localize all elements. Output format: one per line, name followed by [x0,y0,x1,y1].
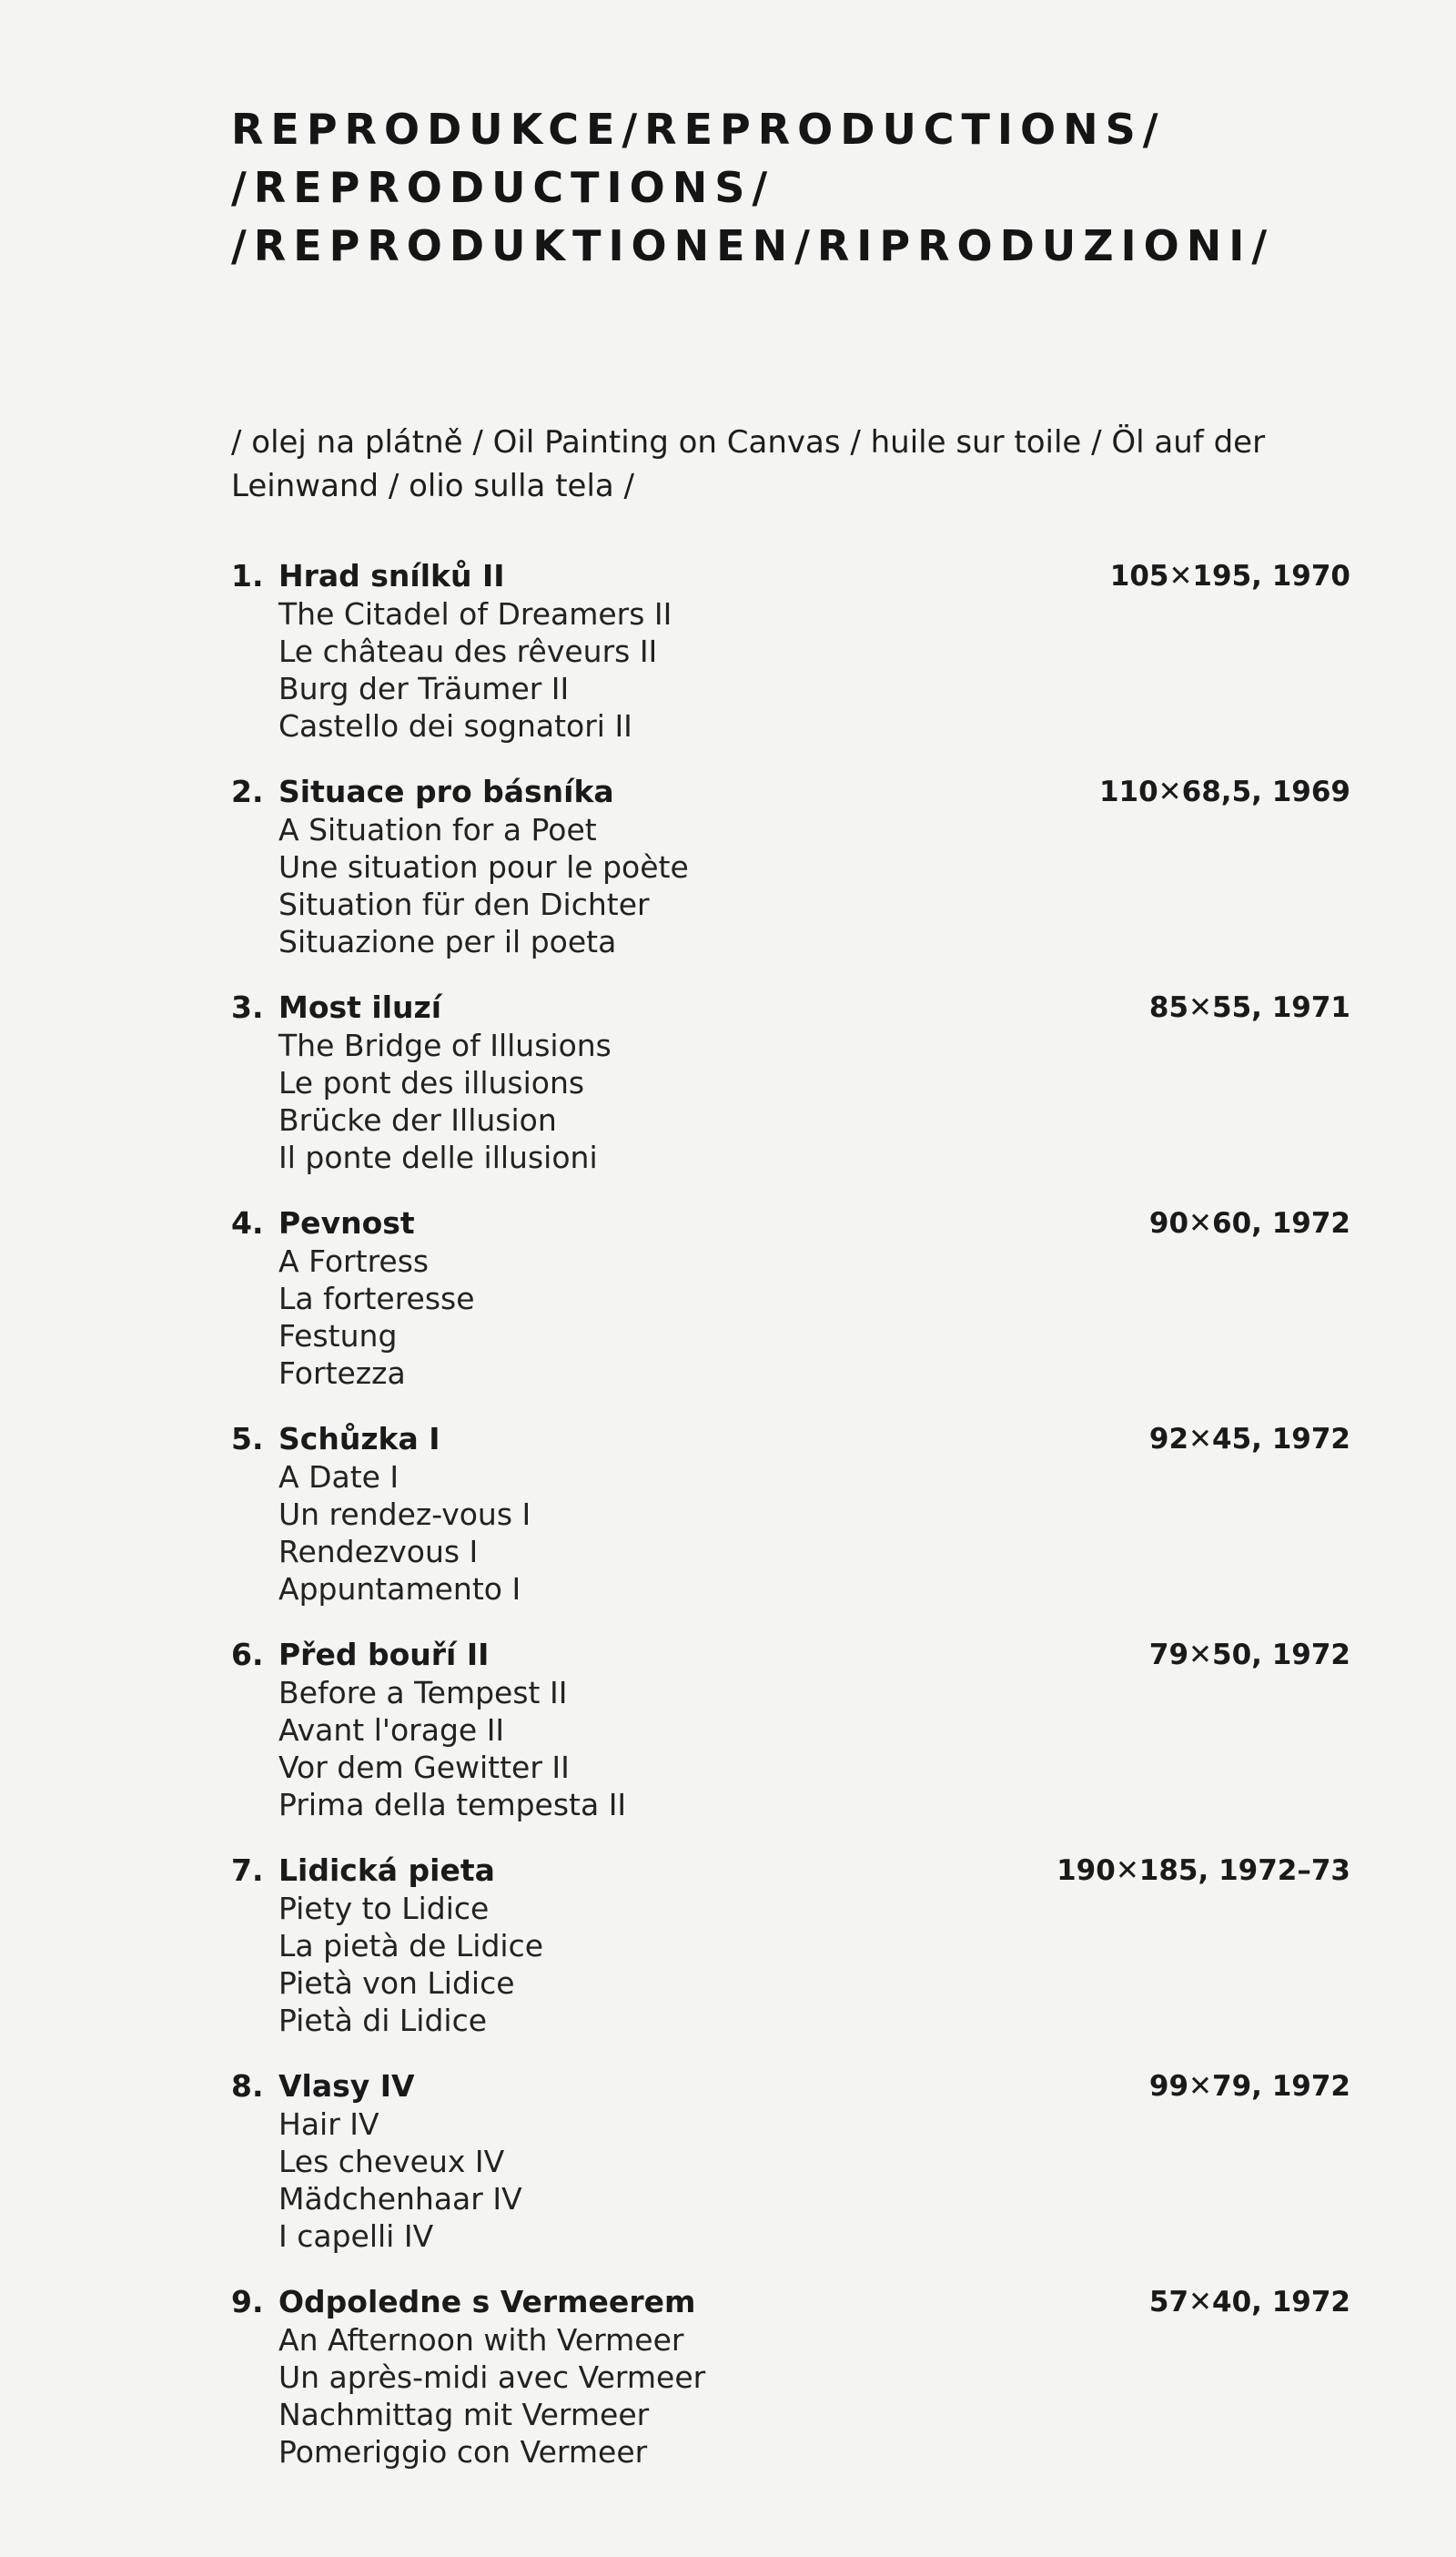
entry-number: 6. [231,1637,264,1672]
entry-title: Hrad snílků II [278,558,505,594]
translation: A Fortress [278,1243,430,1279]
list-item [231,2067,1350,2283]
entry-number: 9. [231,2284,264,2319]
list-item [231,557,1350,773]
translation: Le pont des illusions [278,1065,585,1101]
translation: La pietà de Lidice [278,1928,544,1963]
list-item [231,1204,1350,1420]
translation: Festung [278,1318,398,1354]
translation: Le château des rêveurs II [278,634,658,669]
entry-dimensions-year: 190✕185, 1972–73 [1057,1854,1350,1887]
translation: Avant l'orage II [278,1712,505,1748]
translation: Situazione per il poeta [278,924,617,959]
translation: Fortezza [278,1355,406,1391]
entry-translations [278,1243,475,1392]
translation: Situation für den Dichter [278,887,650,922]
entry-dimensions-year: 92✕45, 1972 [1148,1423,1350,1456]
translation: Appuntamento I [278,1571,521,1607]
entry-title: Lidická pieta [278,1852,495,1888]
entry-title: Pevnost [278,1205,415,1241]
translation: Nachmittag mit Vermeer [278,2397,650,2432]
list-item [231,1636,1350,1852]
list-item [231,989,1350,1204]
list-item [231,1852,1350,2067]
entry-translations [278,595,672,745]
translation: Prima della tempesta II [278,1787,627,1822]
translation: Brücke der Illusion [278,1102,557,1138]
entry-number: 7. [231,1852,264,1888]
entry-dimensions-year: 79✕50, 1972 [1148,1639,1350,1671]
translation: Pietà di Lidice [278,2003,488,2038]
entry-title: Vlasy IV [278,2068,415,2104]
medium-description: / olej na plátně / Oil Painting on Canvas / huile sur toile / Öl auf der Leinwand / olio sulla tela / [231,424,1266,504]
translation: The Citadel of Dreamers II [278,596,672,632]
list-item [231,1420,1350,1636]
page-heading [231,100,1274,275]
translation: La forteresse [278,1281,475,1316]
translation: Pietà von Lidice [278,1965,515,2001]
translation: Mädchenhaar IV [278,2181,522,2217]
entry-title: Most iluzí [278,989,442,1025]
entry-dimensions-year: 110✕68,5, 1969 [1098,776,1350,808]
entry-title: Odpoledne s Vermeerem [278,2284,696,2319]
entry-dimensions-year: 99✕79, 1972 [1148,2070,1350,2103]
entry-translations [278,1027,612,1176]
entry-number: 8. [231,2068,264,2104]
translation: Une situation pour le poète [278,849,689,885]
entry-title: Situace pro básníka [278,774,614,809]
entry-translations [278,2105,522,2255]
entry-dimensions-year: 105✕195, 1970 [1109,560,1350,593]
translation: Il ponte delle illusioni [278,1140,598,1175]
entry-dimensions-year: 90✕60, 1972 [1148,1207,1350,1240]
translation: The Bridge of Illusions [278,1028,612,1063]
entry-dimensions-year: 57✕40, 1972 [1148,2286,1350,2319]
translation: Castello dei sognatori II [278,708,632,744]
reproductions-list [231,557,1350,2499]
translation: Rendezvous I [278,1534,479,1569]
translation: Un après-midi avec Vermeer [278,2359,706,2395]
entry-title: Schůzka I [278,1421,440,1456]
entry-translations [278,1674,626,1823]
entry-translations [278,1890,543,2039]
translation: A Date I [278,1459,399,1495]
heading-line: /REPRODUKTIONEN/RIPRODUZIONI/ [231,221,1275,270]
entry-number: 1. [231,558,264,594]
entry-number: 2. [231,774,264,809]
translation: An Afternoon with Vermeer [278,2322,684,2358]
translation: Burg der Träumer II [278,671,570,706]
translation: Vor dem Gewitter II [278,1750,570,1785]
heading-line: REPRODUKCE/REPRODUCTIONS/ [231,105,1166,154]
translation: I capelli IV [278,2218,434,2254]
translation: Un rendez-vous I [278,1497,531,1532]
entry-number: 4. [231,1205,264,1241]
list-item [231,2283,1350,2499]
entry-translations [278,811,689,960]
translation: Les cheveux IV [278,2144,505,2179]
translation: Piety to Lidice [278,1891,490,1926]
translation: A Situation for a Poet [278,812,597,847]
entry-number: 5. [231,1421,264,1456]
list-item [231,773,1350,989]
entry-number: 3. [231,989,264,1025]
entry-translations [278,2321,705,2471]
entry-dimensions-year: 85✕55, 1971 [1148,991,1350,1024]
entry-translations [278,1458,531,1608]
heading-line: /REPRODUCTIONS/ [231,163,775,212]
translation: Before a Tempest II [278,1675,568,1710]
entry-title: Před bouří II [278,1637,490,1672]
translation: Pomeriggio con Vermeer [278,2434,648,2470]
translation: Hair IV [278,2106,379,2142]
